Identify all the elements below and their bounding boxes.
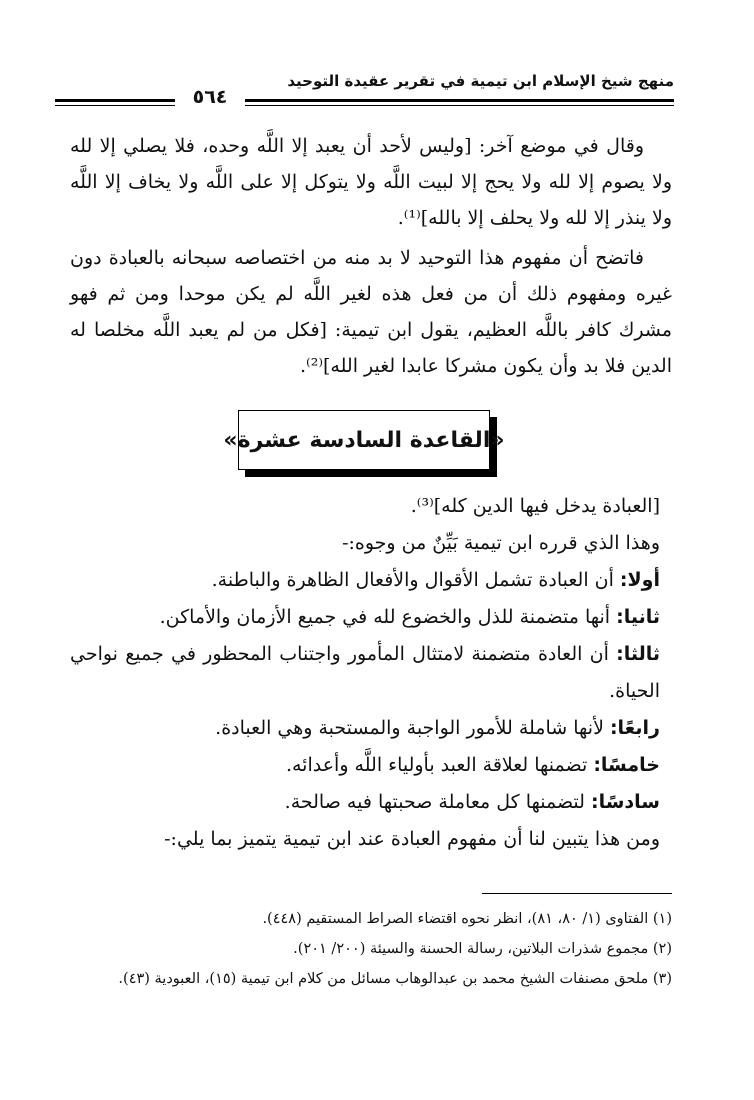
header-rule	[245, 99, 674, 102]
footnote: (١) الفتاوى (١/ ٨٠، ٨١)، انظر نحوه اقتضاء الصراط المستقيم (٤٤٨).	[262, 911, 672, 927]
list-item-label: ثانيا:	[616, 606, 660, 628]
list-item-label: أولا:	[619, 569, 660, 591]
paragraph-text: فاتضح أن مفهوم هذا التوحيد لا بد منه من اختصاصه سبحانه بالعبادة دون غيره ومفهوم ذلك أن من فعل هذه لغير اللَّه لم يكن موحدا ومن ثم فهو مشرك كافر باللَّه العظيم، يقول ابن تيمية: [فكل من لم يعبد اللَّه مخلصا له الدين فلا بد وأن يكون مشركا عابدا لغير الله]⁽²⁾.	[70, 247, 672, 377]
list-item-label: سادسًا:	[591, 791, 660, 813]
list-item-text: لأنها شاملة للأمور الواجبة والمستحبة وهي العبادة.	[215, 717, 610, 739]
rule-section	[70, 488, 672, 858]
list-item-text: تضمنها لعلاقة العبد بأولياء اللَّه وأعدائه.	[285, 754, 594, 776]
list-item-label: رابعًا:	[609, 717, 660, 739]
paragraph-1	[70, 128, 672, 236]
paragraph-text: وقال في موضع آخر: [وليس لأحد أن يعبد إلا اللَّه وحده، فلا يصلي إلا لله ولا يصوم إلا لله ولا يحج إلا لبيت اللَّه ولا يتوكل إلا على اللَّه ولا يخاف إلا اللَّه ولا ينذر إلا لله ولا يحلف إلا بالله]⁽¹⁾.	[70, 135, 672, 229]
running-header-title: منهج شيخ الإسلام ابن تيمية في تقرير عقيدة التوحيد	[287, 72, 674, 90]
list-item-text: لتضمنها كل معاملة صحبتها فيه صالحة.	[284, 791, 591, 813]
header-rule	[245, 105, 674, 106]
page-number: ٥٦٤	[192, 86, 228, 108]
list-item-label: خامسًا:	[593, 754, 660, 776]
list-item	[70, 747, 672, 784]
footnote: (٢) مجموع شذرات البلاتين، رسالة الحسنة والسيئة (٢٠٠/ ٢٠١).	[293, 941, 672, 957]
rule-intro: وهذا الذي قرره ابن تيمية بَيِّنٌ من وجوه:-	[342, 532, 660, 554]
list-item-label: ثالثا:	[616, 643, 660, 665]
list-item	[70, 636, 672, 710]
conclusion-line: ومن هذا يتبين لنا أن مفهوم العبادة عند ابن تيمية يتميز بما يلي:-	[164, 828, 660, 850]
list-item	[70, 710, 672, 747]
header-rule	[55, 105, 175, 106]
list-item-text: أن العادة متضمنة لامتثال المأمور واجتناب المحظور في جميع نواحي الحياة.	[70, 643, 660, 702]
list-item-text: أنها متضمنة للذل والخضوع لله في جميع الأزمان والأماكن.	[159, 606, 617, 628]
footnotes	[70, 904, 672, 994]
list-item-text: أن العبادة تشمل الأقوال والأفعال الظاهرة والباطنة.	[211, 569, 620, 591]
list-item	[70, 599, 672, 636]
rule-heading: «القاعدة السادسة عشرة»	[223, 427, 505, 453]
footnote: (٣) ملحق مصنفات الشيخ محمد بن عبدالوهاب مسائل من كلام ابن تيمية (١٥)، العبودية (٤٣).	[118, 971, 672, 987]
rule-quote: [العبادة يدخل فيها الدين كله]⁽³⁾.	[410, 495, 660, 517]
rule-heading-box	[223, 410, 505, 470]
paragraph-2	[70, 240, 672, 384]
list-item	[70, 784, 672, 821]
list-item	[70, 562, 672, 599]
footnote-separator	[482, 893, 672, 894]
header-rule	[55, 99, 175, 102]
